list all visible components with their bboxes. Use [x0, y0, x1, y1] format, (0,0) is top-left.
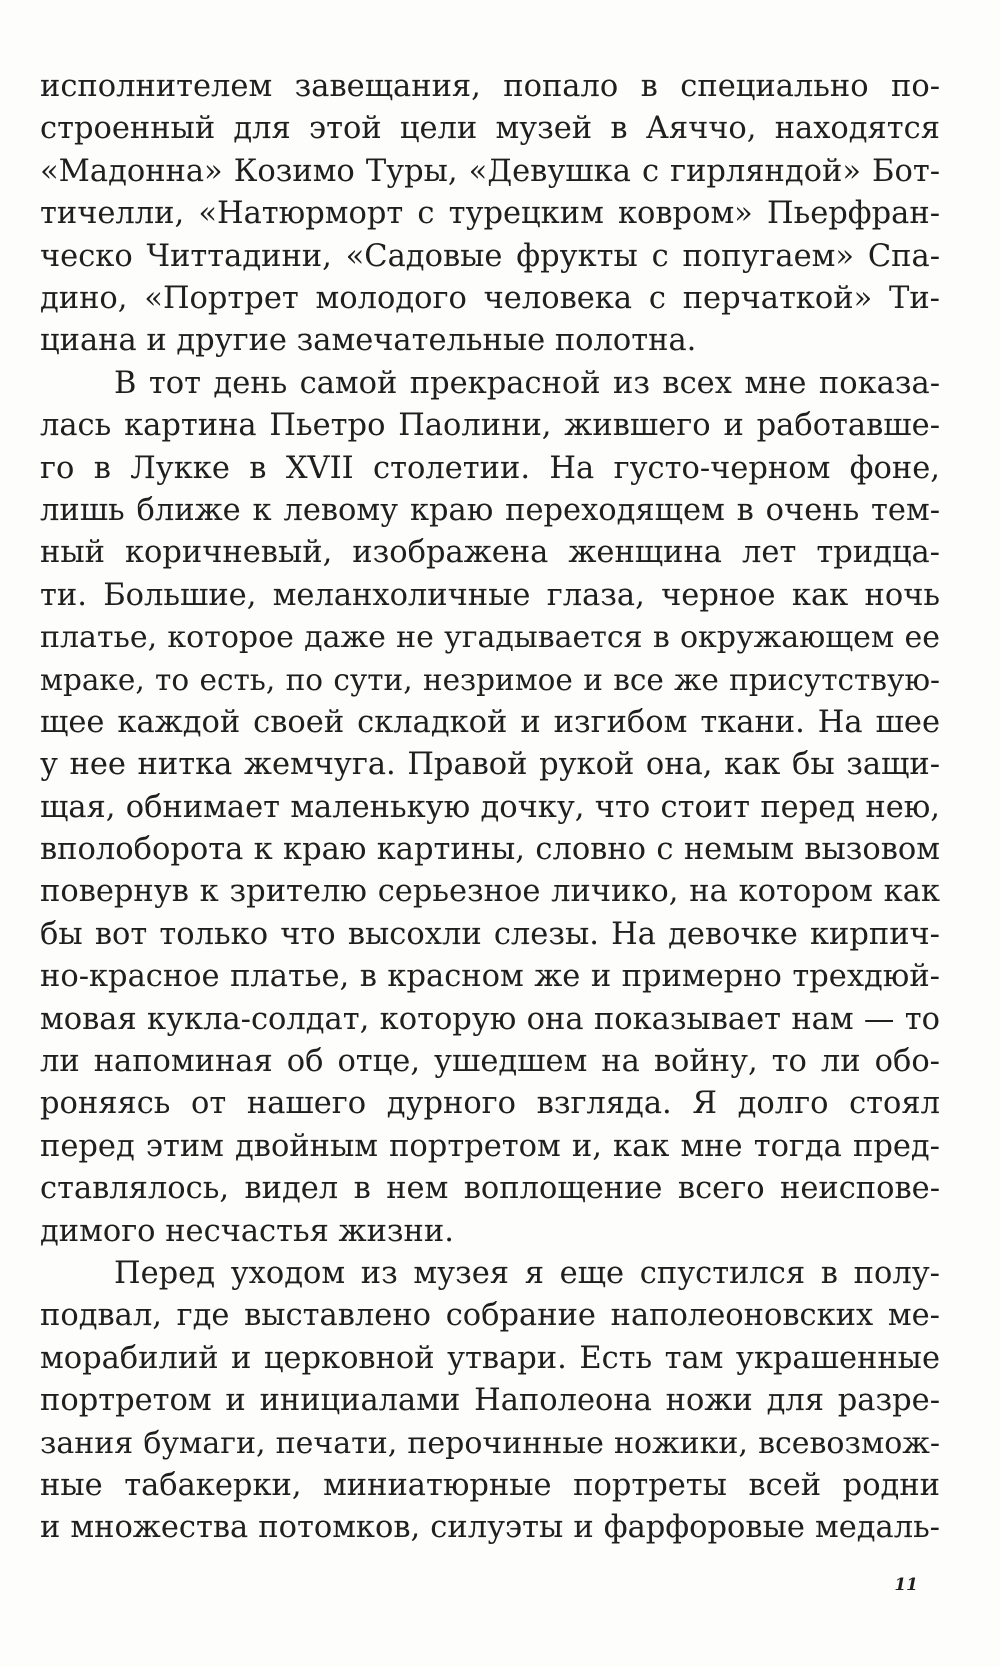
text-line: перед этим двойным портретом и, как мне тогда пред-: [40, 1128, 940, 1164]
text-line: зания бумаги, печати, перочинные ножики, всевозмож-: [40, 1425, 940, 1461]
text-line: ный коричневый, изображена женщина лет тридца-: [40, 535, 940, 571]
text-line: у нее нитка жемчуга. Правой рукой она, как бы защи-: [40, 747, 940, 783]
text-line: «Мадонна» Козимо Туры, «Девушка с гирляндой» Бот-: [40, 153, 940, 189]
text-line: исполнителем завещания, попало в специально по-: [40, 69, 940, 104]
paragraph-3: [40, 1253, 940, 1550]
text-line: бы вот только что высохли слезы. На девочке кирпич-: [40, 916, 940, 952]
text-line: лишь ближе к левому краю переходящем в очень тем-: [40, 492, 940, 528]
page-number: 11: [894, 1575, 918, 1595]
text-line: ти. Большие, меланхоличные глаза, черное как ночь: [40, 577, 940, 613]
text-line: ставлялось, видел в нем воплощение всего неиспове-: [40, 1171, 940, 1207]
text-line: мовая кукла-солдат, которую она показывает нам — то: [40, 1001, 940, 1037]
text-line: циана и другие замечательные полотна.: [40, 323, 697, 359]
text-line: подвал, где выставлено собрание наполеоновских ме-: [40, 1298, 940, 1334]
text-line: го в Лукке в XVII столетии. На густо-черном фоне,: [40, 450, 940, 486]
text-line: роняясь от нашего дурного взгляда. Я долго стоял: [40, 1086, 940, 1122]
text-line: ные табакерки, миниатюрные портреты всей родни: [40, 1467, 940, 1503]
text-line: и множества потомков, силуэты и фарфоровые медаль-: [40, 1510, 940, 1546]
text-line: ли напоминая об отце, ушедшем на войну, то ли обо-: [40, 1043, 940, 1079]
text-line: щее каждой своей складкой и изгибом ткани. На шее: [40, 704, 940, 740]
text-line: лась картина Пьетро Паолини, жившего и работавше-: [40, 408, 940, 444]
text-line: мраке, то есть, по сути, незримое и все же присутствую-: [40, 663, 940, 698]
text-line: Перед уходом из музея я еще спустился в полу-: [114, 1255, 940, 1291]
text-line: тичелли, «Натюрморт с турецким ковром» Пьерфран-: [40, 196, 940, 232]
paragraph-1: [40, 66, 940, 363]
text-line: портретом и инициалами Наполеона ножи для разре-: [40, 1383, 940, 1419]
text-line: щая, обнимает маленькую дочку, что стоит перед нею,: [40, 789, 940, 825]
text-line: В тот день самой прекрасной из всех мне показа-: [114, 365, 940, 401]
text-line: ческо Читтадини, «Садовые фрукты с попугаем» Спа-: [40, 238, 940, 274]
paragraph-2: [40, 363, 940, 1253]
text-line: строенный для этой цели музей в Аяччо, находятся: [40, 111, 940, 147]
body-text: [40, 66, 940, 1550]
text-line: морабилий и церковной утвари. Есть там украшенные: [40, 1340, 940, 1376]
text-line: повернув к зрителю серьезное личико, на котором как: [40, 874, 940, 910]
text-line: димого несчастья жизни.: [40, 1213, 454, 1249]
text-line: платье, которое даже не угадывается в окружающем ее: [40, 620, 940, 656]
text-line: дино, «Портрет молодого человека с перчаткой» Ти-: [40, 280, 940, 316]
text-line: вполоборота к краю картины, словно с немым вызовом: [40, 832, 940, 868]
text-line: но-красное платье, в красном же и примерно трехдюй-: [40, 959, 940, 995]
